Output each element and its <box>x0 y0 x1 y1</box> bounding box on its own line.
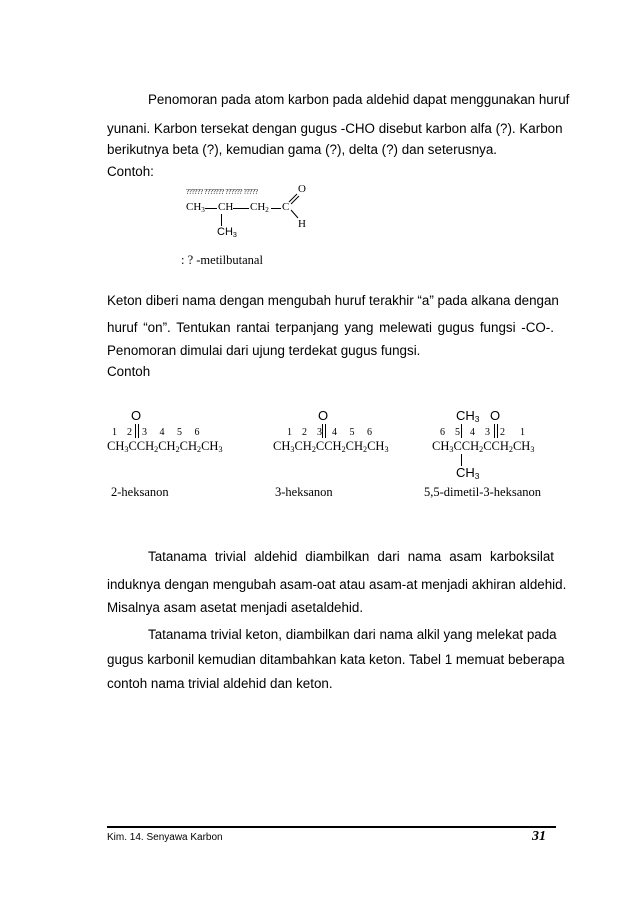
k2-formula: $CH_3CH_2CCH_2CH_2CH_3$ <box>273 439 389 455</box>
ald-ch2: $CH_2$ <box>250 201 269 214</box>
branch-bond <box>221 214 222 226</box>
para1-line3: berikutnya beta (?), kemudian gama (?), delta (?) dan seterusnya. <box>107 142 498 157</box>
footer-rule <box>107 826 556 828</box>
ald-c: C <box>282 201 290 213</box>
para2-line3: Penomoran dimulai dari ujung terdekat gugus fungsi. <box>107 343 421 358</box>
footer-title: Kim. 14. Senyawa Karbon <box>107 832 223 843</box>
k3-oxygen: O <box>490 408 501 423</box>
ald-ch3: $CH_3$ <box>186 201 205 214</box>
para2-line2: huruf “on”. Tentukan rantai terpanjang yang melewati gugus fungsi -CO-. <box>107 320 554 335</box>
para3-line3: Misalnya asam asetat menjadi asetaldehid. <box>107 600 364 615</box>
para4-line2: gugus karbonil kemudian ditambahkan kata keton. Tabel 1 memuat beberapa <box>107 652 565 667</box>
k2-numbering: 1 2 3 4 5 6 <box>287 427 372 438</box>
para3-line2: induknya dengan mengubah asam-oat atau asam-at menjadi akhiran aldehid. <box>107 577 567 592</box>
ald-h: H <box>298 218 306 230</box>
aldehyde-name: : ? -metilbutanal <box>181 253 263 267</box>
k2-name: 3-heksanon <box>275 485 333 499</box>
k1-name: 2-heksanon <box>111 485 169 499</box>
k1-oxygen: O <box>131 408 142 423</box>
k3-formula: $CH_3CCH_2CCH_2CH_3$ <box>432 439 535 455</box>
para4-line1: Tatanama trivial keton, diambilkan dari nama alkil yang melekat pada <box>148 627 557 642</box>
k1-formula: $CH_3CCH_2CH_2CH_2CH_3$ <box>107 439 223 455</box>
ald-ch: CH <box>218 201 234 213</box>
para4-line3: contoh nama trivial aldehid dan keton. <box>107 676 333 691</box>
k1-numbering: 1 2 3 4 5 6 <box>112 427 200 438</box>
k3-bottom-ch3: $CH_3$ <box>456 465 480 482</box>
ald-branch-ch3: $CH_3$ <box>217 226 237 239</box>
para1-line2: yunani. Karbon tersekat dengan gugus -CHO disebut karbon alfa (?). Karbon <box>107 121 563 136</box>
k3-name: 5,5-dimetil-3-heksanon <box>424 485 541 499</box>
bond-3 <box>271 208 281 209</box>
greek-labels: ?????? ??????? ?????? ????? <box>186 188 258 196</box>
k2-oxygen: O <box>318 408 329 423</box>
page-number: 31 <box>532 829 546 844</box>
contoh-label-1: Contoh: <box>107 164 154 179</box>
ald-o: O <box>298 183 306 195</box>
bond-2 <box>233 208 249 209</box>
contoh-label-2: Contoh <box>107 364 151 379</box>
k3-numbering: 6 5 4 3 2 1 <box>440 427 525 438</box>
para2-line1: Keton diberi nama dengan mengubah huruf terakhir “a” pada alkana dengan <box>107 293 559 308</box>
para1-line1: Penomoran pada atom karbon pada aldehid dapat menggunakan huruf <box>148 92 570 107</box>
para3-line1: Tatanama trivial aldehid diambilkan dari nama asam karboksilat <box>148 549 554 564</box>
k3-top-ch3: $CH_3$ <box>456 408 480 425</box>
bond-1 <box>205 208 217 209</box>
